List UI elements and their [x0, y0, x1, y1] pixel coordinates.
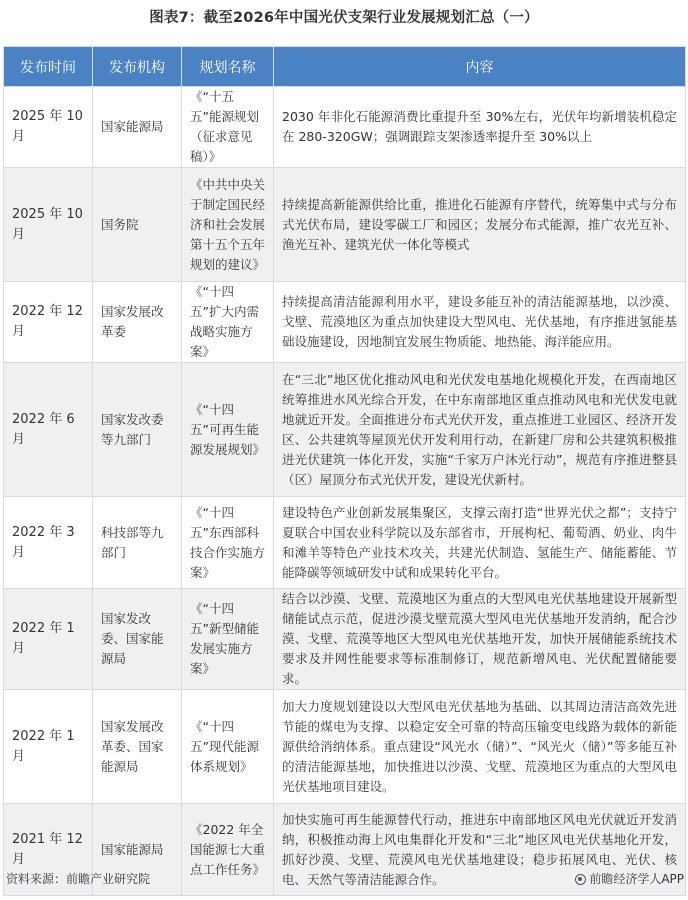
cell-time: 2022 年 6 月	[4, 363, 93, 497]
table-row	[4, 690, 686, 804]
cell-content: 结合以沙漠、戈壁、荒漠地区为重点的大型风电光伏基地建设开展新型储能试点示范，促进沙漠戈壁荒漠大型风电光伏基地开发消纳，配合沙漠、戈壁、荒漠等地区大型风电光伏基地开发，加快开展储能系统技术要求及并网性能要求等标准制修订，规范新增风电、光伏配置储能要求。	[274, 589, 686, 690]
cell-name: 《“十四五”现代能源体系规划》	[182, 690, 274, 804]
brand-credit	[575, 868, 684, 890]
cell-time: 2021 年 12 月	[4, 804, 93, 896]
cell-content: 加大力度规划建设以大型风电光伏基地为基础、以其周边清洁高效先进节能的煤电为支撑、以稳定安全可靠的特高压输变电线路为载体的新能源供给消纳体系。重点建设“风光水（储）”、“风光火（储）”等多能互补的清洁能源基地，加快推进以沙漠、戈壁、荒漠地区为重点的大型风电光伏基地项目建设。	[274, 690, 686, 804]
cell-content: 建设特色产业创新发展集聚区，支撑云南打造“世界光伏之都”；支持宁夏联合中国农业科学院以及东部省市，开展枸杞、葡萄酒、奶业、肉牛和滩羊等特色产业技术攻关，共建光伏制造、氢能生产、储能蓄能、节能降碳等领域研发中试和成果转化平台。	[274, 497, 686, 589]
cell-org: 国家能源局	[93, 87, 182, 168]
cell-content: 2030 年非化石能源消费比重提升至 30%左右，光伏年均新增装机稳定在 280-320GW；强调跟踪支架渗透率提升至 30%以上	[274, 87, 686, 168]
table-row	[4, 87, 686, 168]
table-row	[4, 363, 686, 497]
cell-time: 2022 年 1 月	[4, 690, 93, 804]
cell-org: 国家能源局	[93, 804, 182, 896]
cell-name: 《“十五五”能源规划（征求意见稿）》	[182, 87, 274, 168]
brand-name: 前瞻经济学人APP	[589, 872, 684, 886]
table-row	[4, 589, 686, 690]
page-title: 图表7：截至2026年中国光伏支架行业发展规划汇总（一）	[149, 10, 539, 26]
cell-content: 加快实施可再生能源替代行动，推进东中南部地区风电光伏就近开发消纳，积极推动海上风电集群化开发和“三北”地区风电光伏基地化开发，抓好沙漠、戈壁、荒漠风电光伏基地建设；稳步拓展风电、光伏、核电、天然气等清洁能源合作。	[274, 804, 686, 896]
header-content: 内容	[274, 47, 686, 87]
table-row	[4, 168, 686, 282]
cell-content: 持续提高清洁能源利用水平，建设多能互补的清洁能源基地，以沙漠、戈壁、荒漠地区为重点加快建设大型风电、光伏基地，有序推进氢能基础设施建设，因地制宜发展生物质能、地热能、海洋能应用。	[274, 282, 686, 363]
table-row	[4, 282, 686, 363]
cell-time: 2022 年 1 月	[4, 589, 93, 690]
header-time: 发布时间	[4, 47, 93, 87]
cell-time: 2022 年 12 月	[4, 282, 93, 363]
cell-org: 科技部等九部门	[93, 497, 182, 589]
cell-name: 《“十四五”可再生能源发展规划》	[182, 363, 274, 497]
cell-content: 在“三北”地区优化推动风电和光伏发电基地化规模化开发，在西南地区统筹推进水风光综合开发，在中东南部地区重点推动风电和光伏发电就地就近开发。全面推进分布式光伏开发，重点推进工业园区、经济开发区、公共建筑等屋顶光伏开发利用行动，在新建厂房和公共建筑积极推进光伏建筑一体化开发，实施“千家万户沐光行动”，规范有序推进整县（区）屋顶分布式光伏开发，建设光伏新村。	[274, 363, 686, 497]
cell-org: 国家发展改革委	[93, 282, 182, 363]
cell-name: 《2022 年全国能源七大重点工作任务》	[182, 804, 274, 896]
policy-table	[3, 46, 686, 896]
cell-time: 2025 年 10 月	[4, 168, 93, 282]
cell-name: 《“十四五”扩大内需战略实施方案》	[182, 282, 274, 363]
cell-time: 2022 年 3 月	[4, 497, 93, 589]
table-header-row	[4, 47, 686, 87]
cell-content: 持续提高新能源供给比重，推进化石能源有序替代，统筹集中式与分布式光伏布局，建设零碳工厂和园区；发展分布式能源，推广农光互补、渔光互补、建筑光伏一体化等模式	[274, 168, 686, 282]
cell-org: 国家发改委等九部门	[93, 363, 182, 497]
cell-org: 国家发展改革委、国家能源局	[93, 690, 182, 804]
brand-logo-icon	[575, 874, 586, 885]
cell-name: 《“十四五”新型储能发展实施方案》	[182, 589, 274, 690]
source-note: 资料来源：前瞻产业研究院	[6, 872, 151, 886]
cell-time: 2025 年 10 月	[4, 87, 93, 168]
header-org: 发布机构	[93, 47, 182, 87]
cell-name: 《中共中央关于制定国民经济和社会发展第十五个五年规划的建议》	[182, 168, 274, 282]
cell-org: 国务院	[93, 168, 182, 282]
cell-name: 《“十四五”东西部科技合作实施方案》	[182, 497, 274, 589]
table-row	[4, 497, 686, 589]
header-name: 规划名称	[182, 47, 274, 87]
cell-org: 国家发改委、国家能源局	[93, 589, 182, 690]
